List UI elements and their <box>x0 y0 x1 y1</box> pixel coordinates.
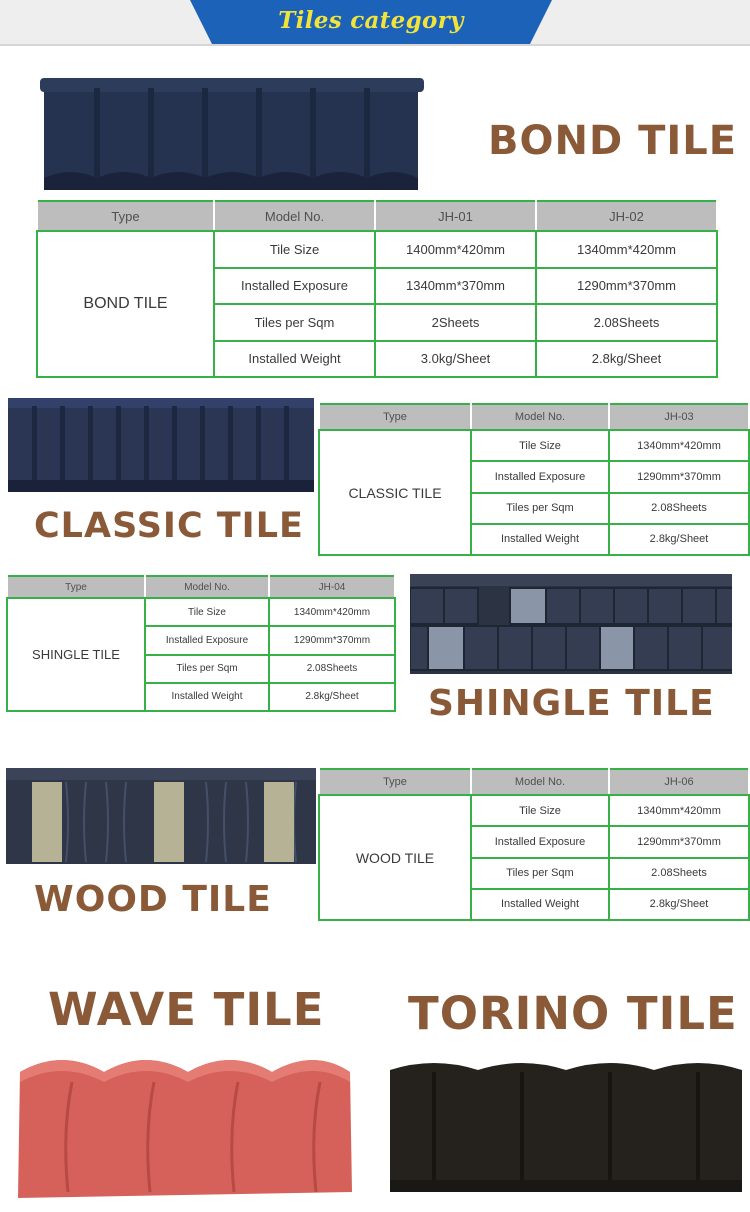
row-label: Installed Weight <box>145 683 269 711</box>
header-model: Model No. <box>214 201 375 231</box>
table-header-row <box>37 201 717 231</box>
type-cell: CLASSIC TILE <box>319 430 471 555</box>
row-label: Tiles per Sqm <box>145 655 269 683</box>
header-type: Type <box>7 576 145 598</box>
row-label: Installed Exposure <box>214 268 375 305</box>
type-cell: BOND TILE <box>37 231 214 377</box>
bond-tile-image <box>40 74 424 192</box>
row-label: Installed Weight <box>471 889 609 920</box>
row-label: Tiles per Sqm <box>471 858 609 889</box>
table-cell: 1290mm*370mm <box>609 826 749 857</box>
row-label: Tiles per Sqm <box>471 493 609 524</box>
row-label: Tiles per Sqm <box>214 304 375 341</box>
header-type: Type <box>319 769 471 795</box>
table-cell: 2.8kg/Sheet <box>269 683 395 711</box>
table-cell: 1340mm*420mm <box>609 430 749 461</box>
wood-tile-image <box>6 768 316 864</box>
wave-tile-title: WAVE TILE <box>48 983 325 1036</box>
table-cell: 2Sheets <box>375 304 536 341</box>
shingle-tile-title: SHINGLE TILE <box>428 683 715 724</box>
row-label: Installed Exposure <box>145 626 269 654</box>
header-type: Type <box>319 404 471 430</box>
table-cell: 2.08Sheets <box>536 304 717 341</box>
header-type: Type <box>37 201 214 231</box>
header-jh04: JH-04 <box>269 576 395 598</box>
table-cell: 2.8kg/Sheet <box>609 889 749 920</box>
torino-tile-title: TORINO TILE <box>408 987 738 1040</box>
table-cell: 2.8kg/Sheet <box>609 524 749 555</box>
table-cell: 1290mm*370mm <box>536 268 717 305</box>
shingle-spec-table <box>6 575 396 712</box>
table-cell: 2.08Sheets <box>269 655 395 683</box>
bond-spec-table <box>36 200 718 378</box>
row-label: Installed Weight <box>214 341 375 378</box>
row-label: Installed Exposure <box>471 826 609 857</box>
table-cell: 2.08Sheets <box>609 493 749 524</box>
table-cell: 1290mm*370mm <box>609 461 749 492</box>
table-row <box>319 795 749 826</box>
classic-tile-title: CLASSIC TILE <box>34 506 304 546</box>
table-row <box>7 598 395 626</box>
classic-spec-table <box>318 403 750 556</box>
header-jh03: JH-03 <box>609 404 749 430</box>
table-row <box>319 430 749 461</box>
header-model: Model No. <box>471 404 609 430</box>
table-cell: 2.08Sheets <box>609 858 749 889</box>
row-label: Tile Size <box>214 231 375 268</box>
header-jh01: JH-01 <box>375 201 536 231</box>
header-model: Model No. <box>145 576 269 598</box>
table-cell: 1340mm*420mm <box>536 231 717 268</box>
table-row <box>37 231 717 268</box>
bond-tile-title: BOND TILE <box>488 118 738 164</box>
wood-tile-title: WOOD TILE <box>34 879 272 920</box>
header-divider <box>0 44 750 46</box>
shingle-tile-image <box>410 574 732 674</box>
type-cell: WOOD TILE <box>319 795 471 920</box>
page-title: Tiles category <box>278 7 464 34</box>
header-model: Model No. <box>471 769 609 795</box>
table-cell: 1340mm*420mm <box>609 795 749 826</box>
table-cell: 3.0kg/Sheet <box>375 341 536 378</box>
wood-spec-table <box>318 768 750 921</box>
row-label: Tile Size <box>471 795 609 826</box>
table-cell: 1400mm*420mm <box>375 231 536 268</box>
type-cell: SHINGLE TILE <box>7 598 145 711</box>
classic-tile-image <box>8 396 314 496</box>
row-label: Installed Weight <box>471 524 609 555</box>
row-label: Tile Size <box>145 598 269 626</box>
header-jh02: JH-02 <box>536 201 717 231</box>
table-cell: 1290mm*370mm <box>269 626 395 654</box>
table-cell: 1340mm*420mm <box>269 598 395 626</box>
table-cell: 1340mm*370mm <box>375 268 536 305</box>
table-cell: 2.8kg/Sheet <box>536 341 717 378</box>
row-label: Tile Size <box>471 430 609 461</box>
header-jh06: JH-06 <box>609 769 749 795</box>
torino-tile-image <box>390 1058 742 1196</box>
row-label: Installed Exposure <box>471 461 609 492</box>
wave-tile-image <box>12 1052 358 1202</box>
